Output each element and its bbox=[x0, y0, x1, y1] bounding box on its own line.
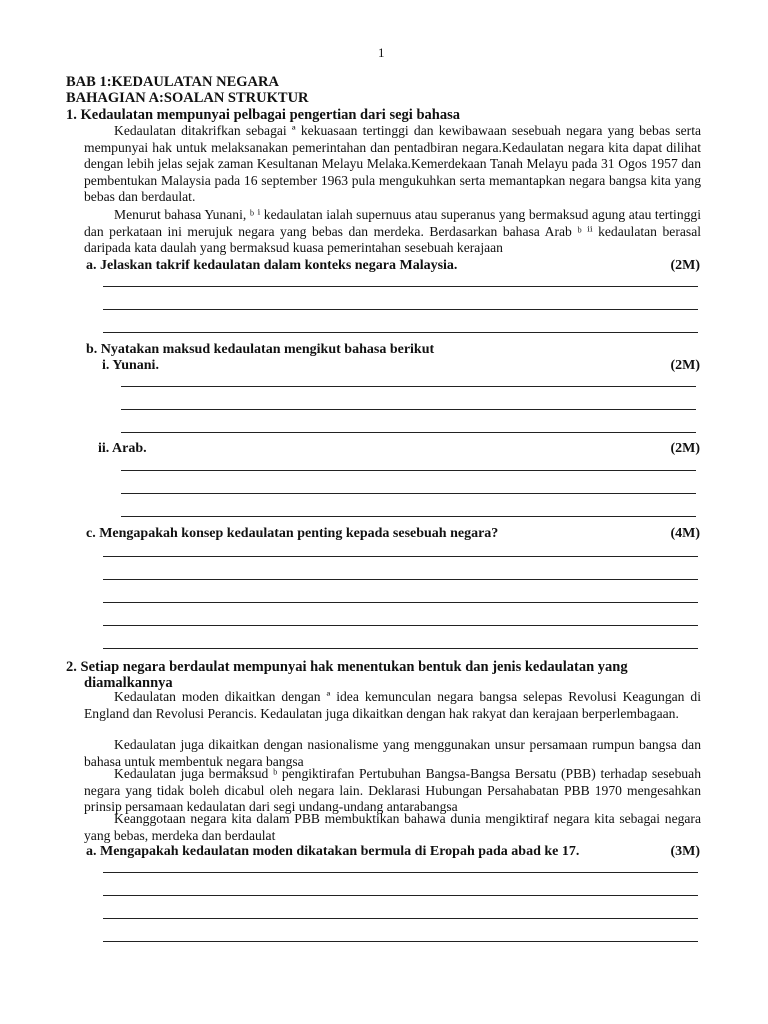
answer-line[interactable] bbox=[121, 470, 696, 471]
answer-line[interactable] bbox=[103, 625, 698, 626]
q2-paragraph-4: Keanggotaan negara kita dalam PBB membuktikan bahawa dunia mengiktiraf negara kita sebagai negara yang bebas, merdeka dan berdaulat bbox=[84, 811, 701, 843]
q1c-marks: (4M) bbox=[670, 526, 700, 541]
q1b-ii-question: ii. Arab. bbox=[98, 441, 147, 456]
q1a-question: a. Jelaskan takrif kedaulatan dalam konteks negara Malaysia. bbox=[86, 258, 458, 273]
answer-line[interactable] bbox=[103, 286, 698, 287]
answer-line[interactable] bbox=[121, 432, 696, 433]
q1c-question: c. Mengapakah konsep kedaulatan penting kepada sesebuah negara? bbox=[86, 526, 499, 541]
answer-line[interactable] bbox=[103, 872, 698, 873]
q1b-i-marks: (2M) bbox=[670, 358, 700, 373]
answer-line[interactable] bbox=[103, 941, 698, 942]
answer-line[interactable] bbox=[103, 602, 698, 603]
answer-line[interactable] bbox=[103, 895, 698, 896]
q2-paragraph-2: Kedaulatan juga dikaitkan dengan nasionalisme yang menggunakan unsur persamaan rumpun bangsa dan bahasa untuk membentuk negara bangsa bbox=[84, 737, 701, 769]
q2a-question: a. Mengapakah kedaulatan moden dikatakan bermula di Eropah pada abad ke 17. bbox=[86, 844, 580, 859]
section-title: BAHAGIAN A:SOALAN STRUKTUR bbox=[66, 90, 309, 106]
q1b-question: b. Nyatakan maksud kedaulatan mengikut bahasa berikut bbox=[86, 342, 435, 357]
answer-line[interactable] bbox=[121, 516, 696, 517]
chapter-title: BAB 1:KEDAULATAN NEGARA bbox=[66, 74, 279, 90]
answer-line[interactable] bbox=[103, 309, 698, 310]
q2-heading-line-2: diamalkannya bbox=[84, 675, 173, 691]
q2-paragraph-1: Kedaulatan moden dikaitkan dengan ª idea kemunculan negara bangsa selepas Revolusi Keagungan di England dan Revolusi Perancis. Kedaulatan juga dikaitkan dengan hak rakyat dan kerajaan berperlembagaan. bbox=[84, 689, 701, 721]
answer-line[interactable] bbox=[103, 556, 698, 557]
answer-line[interactable] bbox=[121, 493, 696, 494]
q1b-i-question: i. Yunani. bbox=[102, 358, 159, 373]
page-number: 1 bbox=[378, 45, 385, 60]
q1a-marks: (2M) bbox=[670, 258, 700, 273]
q1-paragraph-1: Kedaulatan ditakrifkan sebagai ª kekuasaan tertinggi dan kewibawaan sesebuah negara yang bebas serta mempunyai hak untuk melaksanakan pemerintahan dan pentadbiran negara.Kedaulatan negara kita dapat dilihat dengan lebih jelas sejak zaman Kesultanan Melayu Melaka.Kemerdekaan Tanah Melayu pada 31 Ogos 1957 dan pembentukan Malaysia pada 16 september 1963 pula mengukuhkan serta memantapkan negara bangsa kita yang bebas dan berdaulat. bbox=[84, 123, 701, 205]
q2-paragraph-3: Kedaulatan juga bermaksud ᵇ pengiktirafan Pertubuhan Bangsa-Bangsa Bersatu (PBB) terhadap sesebuah negara yang tidak boleh dicabul oleh negara lain. Deklarasi Hubungan Persahabatan PBB 1970 mengesahkan prinsip persamaan kedaulatan dari segi undang-undang antarabangsa bbox=[84, 766, 701, 815]
answer-line[interactable] bbox=[103, 579, 698, 580]
answer-line[interactable] bbox=[103, 918, 698, 919]
q1b-ii-marks: (2M) bbox=[670, 441, 700, 456]
answer-line[interactable] bbox=[121, 409, 696, 410]
answer-line[interactable] bbox=[103, 332, 698, 333]
q1-paragraph-2: Menurut bahasa Yunani, ᵇ ⁱ kedaulatan ialah supernuus atau superanus yang bermaksud agung atau tertinggi dan perkataan ini merujuk negara yang bebas dan merdeka. Berdasarkan bahasa Arab ᵇ ⁱⁱ kedaulatan berasal daripada kata daulah yang bermaksud kuasa pemerintahan sesebuah kerajaan bbox=[84, 207, 701, 256]
q1-heading: 1. Kedaulatan mempunyai pelbagai pengertian dari segi bahasa bbox=[66, 107, 460, 123]
answer-line[interactable] bbox=[103, 648, 698, 649]
answer-line[interactable] bbox=[121, 386, 696, 387]
q2a-marks: (3M) bbox=[670, 844, 700, 859]
q2-heading-line-1: 2. Setiap negara berdaulat mempunyai hak menentukan bentuk dan jenis kedaulatan yang bbox=[66, 659, 628, 675]
